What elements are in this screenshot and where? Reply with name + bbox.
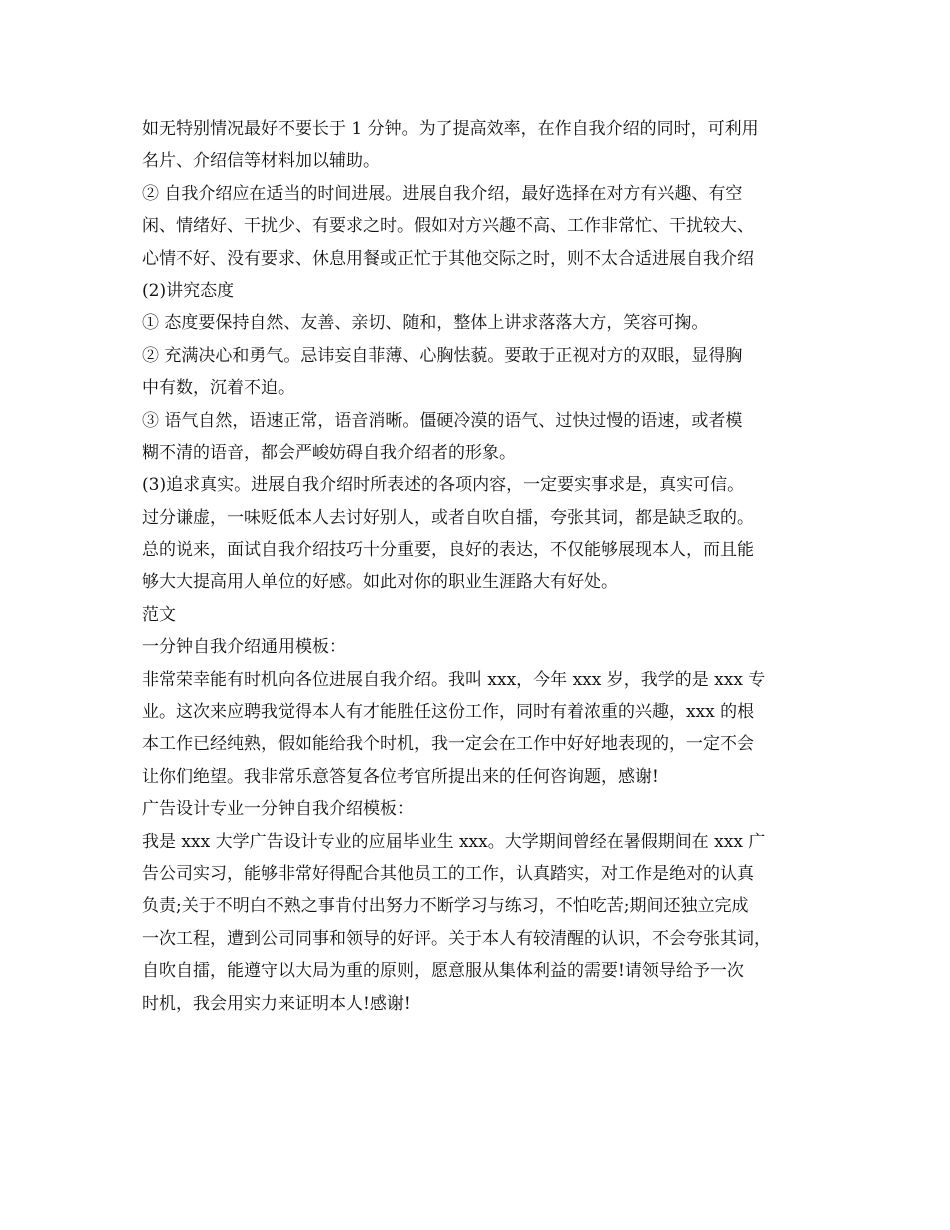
section-heading: (2)讲究态度 — [142, 280, 235, 301]
text-line: 让你们绝望。我非常乐意答复各位考官所提出来的任何咨询题，感谢! — [142, 766, 659, 787]
text-line: ① 态度要保持自然、友善、亲切、随和，整体上讲求落落大方，笑容可掬。 — [142, 313, 709, 334]
text-line: 告公司实习，能够非常好得配合其他员工的工作，认真踏实，对工作是绝对的认真 — [142, 863, 754, 884]
document-body — [142, 113, 822, 1020]
text-line: 总的说来，面试自我介绍技巧十分重要，良好的表达，不仅能够展现本人，而且能 — [142, 540, 754, 561]
text-line: 我是 xxx 大学广告设计专业的应届毕业生 xxx。大学期间曾经在暑假期间在 xxx 广 — [142, 831, 766, 852]
text-line: ② 自我介绍应在适当的时间进展。进展自我介绍，最好选择在对方有兴趣、有空 — [142, 183, 743, 204]
text-line: 自吹自擂，能遵守以大局为重的原则，愿意服从集体利益的需要!请领导给予一次 — [142, 961, 744, 982]
subheading: 一分钟自我介绍通用模板： — [142, 637, 346, 658]
text-line: 够大大提高用人单位的好感。如此对你的职业生涯路大有好处。 — [142, 572, 618, 593]
section-heading: 范文 — [142, 604, 176, 625]
text-line: 业。这次来应聘我觉得本人有才能胜任这份工作，同时有着浓重的兴趣，xxx 的根 — [142, 702, 755, 723]
text-line: 非常荣幸能有时机向各位进展自我介绍。我叫 xxx，今年 xxx 岁，我学的是 xxx 专 — [142, 669, 766, 690]
text-line: ② 充满决心和勇气。忌讳妄自菲薄、心胸怯藐。要敢于正视对方的双眼，显得胸 — [142, 345, 743, 366]
text-line: 心情不好、没有要求、休息用餐或正忙于其他交际之时，则不太合适进展自我介绍 — [142, 248, 754, 269]
text-line: 本工作已经纯熟，假如能给我个时机，我一定会在工作中好好地表现的，一定不会 — [142, 734, 754, 755]
text-line: 时机，我会用实力来证明本人!感谢! — [142, 993, 411, 1014]
text-line: 中有数，沉着不迫。 — [142, 378, 295, 399]
text-line: 糊不清的语音，都会严峻妨碍自我介绍者的形象。 — [142, 442, 516, 463]
text-line: 如无特别情况最好不要长于 1 分钟。为了提高效率，在作自我介绍的同时，可利用 — [142, 119, 759, 139]
text-line: 名片、介绍信等材料加以辅助。 — [142, 151, 380, 172]
subheading: 广告设计专业一分钟自我介绍模板： — [142, 799, 414, 820]
text-line: 过分谦虚，一味贬低本人去讨好别人，或者自吹自擂，夸张其词，都是缺乏取的。 — [142, 507, 754, 528]
text-line: 闲、情绪好、干扰少、有要求之时。假如对方兴趣不高、工作非常忙、干扰较大、 — [142, 216, 754, 237]
text-line: ③ 语气自然，语速正常，语音消晰。僵硬冷漠的语气、过快过慢的语速，或者模 — [142, 410, 743, 431]
text-line: 一次工程，遭到公司同事和领导的好评。关于本人有较清醒的认识，不会夸张其词， — [142, 928, 771, 949]
text-line: 负责;关于不明白不熟之事肯付出努力不断学习与练习，不怕吃苦;期间还独立完成 — [142, 896, 749, 917]
text-line: (3)追求真实。进展自我介绍时所表述的各项内容，一定要实事求是，真实可信。 — [142, 475, 745, 496]
